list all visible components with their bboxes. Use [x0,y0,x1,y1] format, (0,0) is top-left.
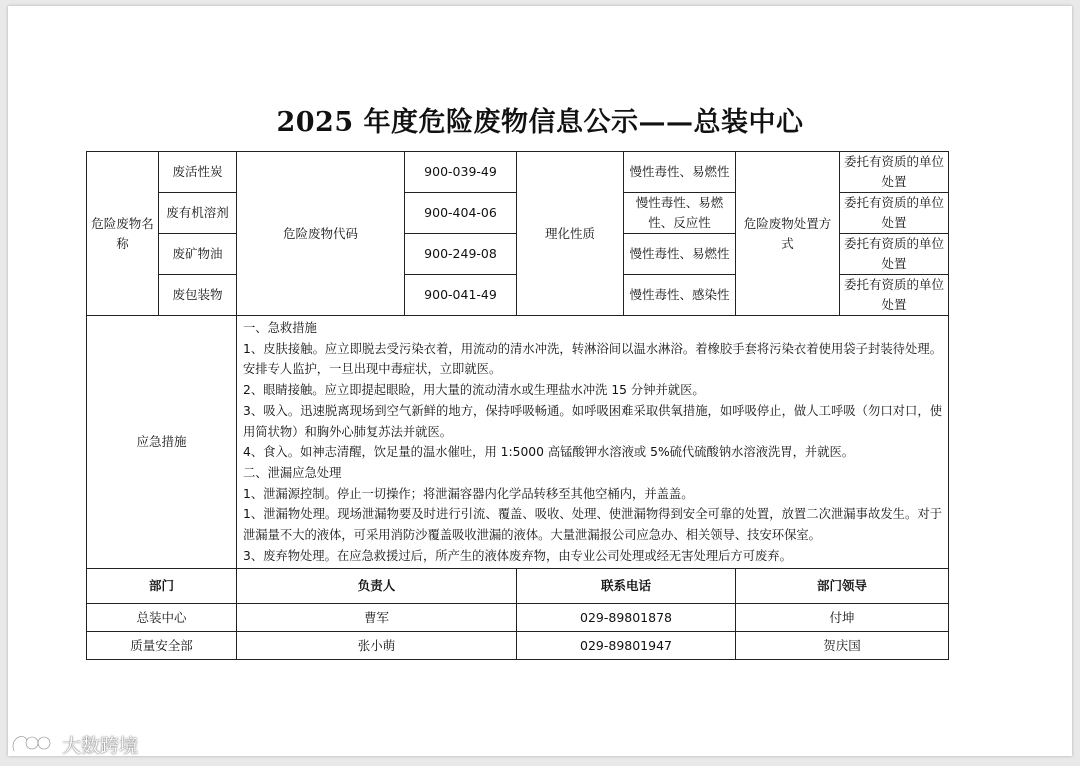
contact-phone-cell: 029-89801947 [517,632,736,660]
contact-header-person: 负责人 [237,569,517,604]
contact-leader-cell: 付坤 [736,604,949,632]
contact-person-cell: 曹军 [237,604,517,632]
disposal-cell: 委托有资质的单位处置 [840,234,949,275]
property-cell: 慢性毒性、易燃性、反应性 [624,193,736,234]
contact-header-leader: 部门领导 [736,569,949,604]
emergency-measures [237,316,949,569]
waste-name-cell: 废有机溶剂 [159,193,237,234]
contact-person-cell: 张小萌 [237,632,517,660]
emergency-line: 1、泄漏源控制。停止一切操作；将泄漏容器内化学品转移至其他空桶内，并盖盖。 [243,486,694,501]
emergency-line: 一、急救措施 [243,321,317,335]
watermark-text: 大数跨境 [62,734,139,757]
disposal-header: 危险废物处置方式 [736,152,840,316]
property-cell: 慢性毒性、易燃性 [624,152,736,193]
emergency-line: 二、泄漏应急处理 [243,465,342,480]
contact-header-phone: 联系电话 [517,569,736,604]
emergency-line: 1、皮肤接触。应立即脱去受污染衣着，用流动的清水冲洗，转淋浴间以温水淋浴。着橡胶手套将污染衣着使用袋子封装待处理。安排专人监护，一旦出现中毒症状，立即就医。 [243,341,942,377]
property-header: 理化性质 [517,152,624,316]
emergency-label: 应急措施 [87,316,237,569]
property-cell: 慢性毒性、易燃性 [624,234,736,275]
waste-code-cell: 900-249-08 [405,234,517,275]
waste-code-cell: 900-404-06 [405,193,517,234]
emergency-line: 4、食入。如神志清醒，饮足量的温水催吐，用 1:5000 高锰酸钾水溶液或 5%硫代硫酸钠水溶液洗胃，并就医。 [243,445,855,460]
brand-logo-icon [8,729,56,759]
property-cell: 慢性毒性、感染性 [624,275,736,316]
watermark [8,729,138,759]
waste-name-cell: 废包装物 [159,275,237,316]
waste-code-header: 危险废物代码 [237,152,405,316]
waste-name-cell: 废矿物油 [159,234,237,275]
contact-header-dept: 部门 [87,569,237,604]
contact-leader-cell: 贺庆国 [736,632,949,660]
contact-phone-cell: 029-89801878 [517,604,736,632]
emergency-line: 2、眼睛接触。应立即提起眼睑，用大量的流动清水或生理盐水冲洗 15 分钟并就医。 [243,383,705,398]
waste-name-cell: 废活性炭 [159,152,237,193]
disposal-cell: 委托有资质的单位处置 [840,275,949,316]
waste-code-cell: 900-039-49 [405,152,517,193]
waste-name-header: 危险废物名称 [87,152,159,316]
contact-dept-cell: 总装中心 [87,604,237,632]
disposal-cell: 委托有资质的单位处置 [840,152,949,193]
waste-code-cell: 900-041-49 [405,275,517,316]
contact-dept-cell: 质量安全部 [87,632,237,660]
emergency-line: 1、泄漏物处理。现场泄漏物要及时进行引流、覆盖、吸收、处理、使泄漏物得到安全可靠的处置，放置二次泄漏事故发生。对于泄漏量不大的液体，可采用消防沙覆盖吸收泄漏的液体。大量泄漏报公司应急办、相关领导、技安环保室。 [243,507,942,543]
emergency-line: 3、废弃物处理。在应急救援过后，所产生的液体废弃物，由专业公司处理或经无害处理后方可废弃。 [243,548,792,563]
disposal-cell: 委托有资质的单位处置 [840,193,949,234]
emergency-line: 3、吸入。迅速脱离现场到空气新鲜的地方，保持呼吸畅通。如呼吸困难采取供氧措施，如呼吸停止，做人工呼吸（勿口对口，使用简状物）和胸外心肺复苏法并就医。 [243,403,942,439]
page-title: 2025 年度危险废物信息公示——总装中心 [276,107,804,138]
hazardous-waste-table [86,151,949,660]
